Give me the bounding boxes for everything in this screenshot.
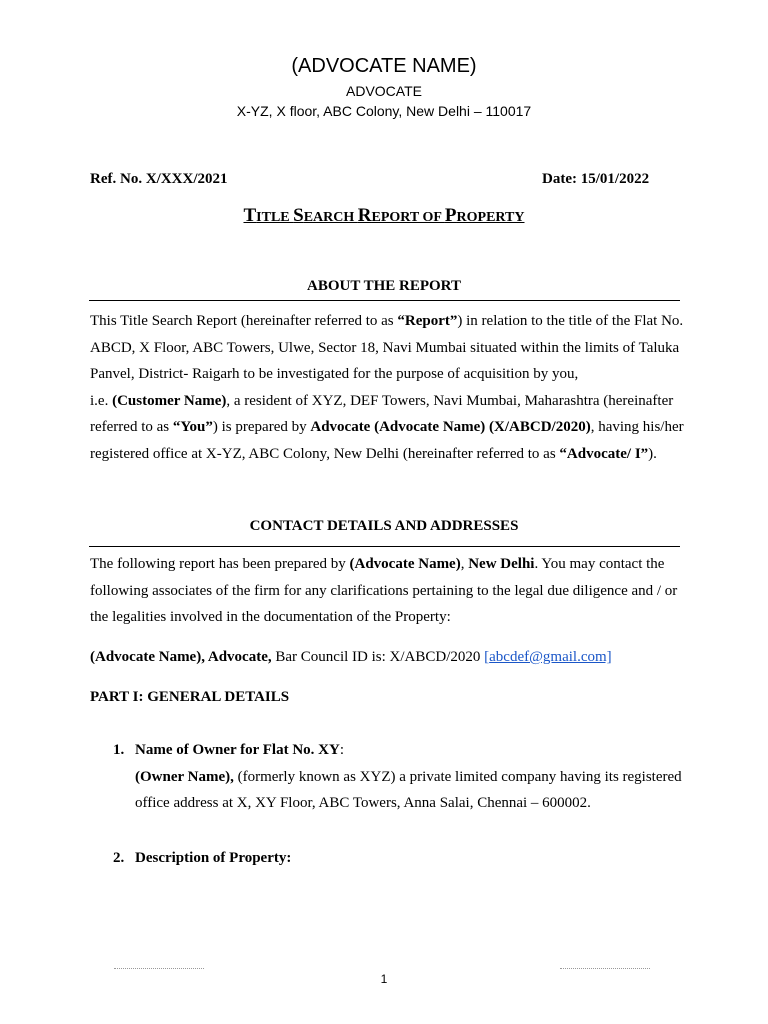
list-number: 1.: [113, 742, 125, 758]
text-run: . You may contact the: [534, 556, 665, 572]
para-line: ABCD, X Floor, ABC Towers, Ulwe, Sector 18, Navi Mumbai situated within the limits of Taluka: [90, 339, 680, 356]
list-item: [135, 737, 695, 817]
text-run-bold: Name of Owner for Flat No. XY: [135, 742, 340, 758]
text-run-bold: “You”: [172, 419, 213, 435]
advocate-address: X-YZ, X floor, ABC Colony, New Delhi – 110017: [236, 103, 532, 119]
text-run-bold: New Delhi: [468, 556, 535, 572]
advocate-name-heading: (ADVOCATE NAME): [291, 55, 477, 77]
text-run-bold: Advocate (Advocate Name) (X/ABCD/2020): [310, 419, 591, 435]
report-title: [0, 205, 768, 227]
contact-heading: CONTACT DETAILS AND ADDRESSES: [249, 518, 519, 534]
title-letter: T: [243, 205, 257, 226]
text-run: , having his/her: [590, 419, 684, 435]
footer-divider-left: [114, 968, 204, 969]
para-line: the legalities involved in the documentation of the Property:: [90, 609, 451, 625]
para-line: following associates of the firm for any clarifications pertaining to the legal due diligence and / or: [90, 582, 678, 599]
para-line: Panvel, District- Raigarh to be investigated for the purpose of acquisition by you,: [90, 366, 579, 382]
title-part: ROPERTY: [456, 210, 525, 225]
text-run: ).: [648, 445, 657, 462]
contact-line: [90, 644, 690, 671]
contact-name: (Advocate Name), Advocate,: [90, 649, 272, 665]
list-item-title: Description of Property:: [135, 850, 292, 866]
text-run: ) in relation to the title of the Flat No.: [457, 313, 684, 329]
text-run-bold: (Advocate Name): [349, 556, 461, 572]
para-line: office address at X, XY Floor, ABC Towers, Anna Salai, Chennai – 600002.: [135, 795, 591, 811]
para-line: [90, 308, 690, 335]
text-run: The following report has been prepared by: [90, 556, 350, 572]
about-heading: ABOUT THE REPORT: [307, 278, 461, 294]
text-run: (formerly known as XYZ) a private limited company having its registered: [233, 768, 682, 785]
bracket: [: [484, 649, 490, 665]
text-run-bold: “Advocate/ I”: [559, 445, 649, 462]
title-part: EPORT OF: [371, 210, 445, 225]
para-line: [90, 388, 690, 415]
text-run: :: [339, 742, 344, 758]
page-number: 1: [380, 972, 388, 986]
section-divider: [89, 546, 680, 547]
footer-divider-right: [560, 968, 650, 969]
title-part: ITLE: [256, 210, 294, 225]
bar-council-id: Bar Council ID is: X/ABCD/2020: [271, 649, 485, 665]
text-run: ) is prepared by: [212, 419, 311, 435]
section-divider: [89, 300, 680, 301]
text-run: This Title Search Report (hereinafter referred to as: [90, 313, 398, 329]
contact-paragraph: [90, 551, 690, 631]
text-run: ,: [460, 556, 469, 572]
text-run-bold: (Customer Name): [112, 392, 227, 409]
advocate-designation: ADVOCATE: [346, 83, 422, 99]
para-line: [90, 551, 690, 578]
list-item-title: [135, 737, 695, 764]
text-run: referred to as: [90, 419, 173, 435]
owner-name: (Owner Name),: [135, 768, 234, 785]
title-letter: P: [444, 205, 457, 226]
text-run: registered office at X-YZ, ABC Colony, New Delhi (hereinafter referred to as: [90, 445, 560, 462]
text-run-bold: “Report”: [397, 313, 458, 329]
title-letter: S: [293, 205, 304, 226]
part1-heading: PART I: GENERAL DETAILS: [90, 689, 290, 705]
text-run: i.e.: [90, 392, 113, 409]
about-paragraph: [90, 308, 690, 467]
document-date: Date: 15/01/2022: [542, 171, 650, 187]
text-run: , a resident of XYZ, DEF Towers, Navi Mumbai, Maharashtra (hereinafter: [226, 392, 674, 409]
title-part: EARCH: [303, 210, 358, 225]
reference-number: Ref. No. X/XXX/2021: [90, 171, 228, 187]
list-number: 2.: [113, 850, 125, 866]
title-letter: R: [357, 205, 372, 226]
para-line: [90, 441, 690, 468]
email-link[interactable]: abcdef@gmail.com]: [489, 649, 612, 665]
para-line: [90, 414, 690, 441]
para-line: [135, 764, 695, 791]
